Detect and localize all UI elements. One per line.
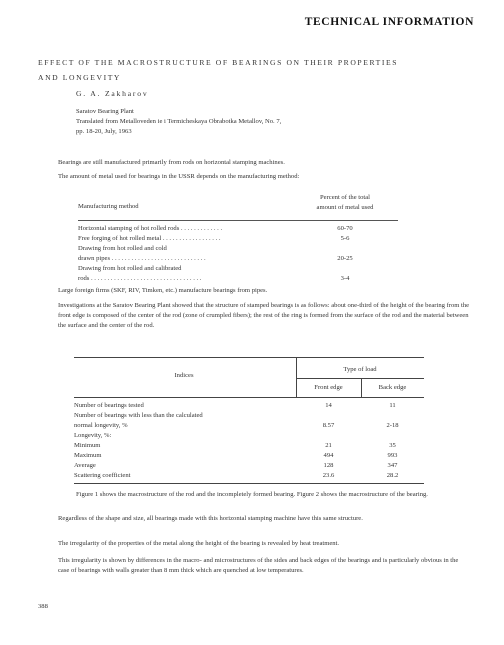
front-edge-value: 23.6 <box>322 472 335 479</box>
row-label: Horizontal stamping of hot rolled rods . . . . . . . . . . . . . <box>78 225 223 232</box>
column-header-line: Percent of the total <box>320 194 370 201</box>
row-value: 5-6 <box>340 235 350 242</box>
column-header: Manufacturing method <box>78 203 139 210</box>
table-row <box>78 264 398 274</box>
table-row <box>74 451 424 461</box>
row-label: Drawing from hot rolled and calibrated <box>78 265 182 272</box>
table-header <box>74 357 424 398</box>
table-row <box>74 471 424 481</box>
paragraph: The irregularity of the properties of the metal along the height of the bearing is revealed by heat treatment. <box>58 540 340 547</box>
table-row <box>78 254 398 264</box>
affiliation-line: Saratov Bearing Plant <box>76 108 134 115</box>
table-row <box>74 441 424 451</box>
column-header <box>292 193 398 213</box>
back-edge-value: 28.2 <box>386 472 399 479</box>
manufacturing-method-table <box>78 190 398 284</box>
table-divider <box>74 483 424 484</box>
table-header <box>78 190 398 221</box>
row-value: 3-4 <box>340 275 350 282</box>
paragraph: Large foreign firms (SKF, RIV, Timken, etc.) manufacture bearings from pipes. <box>58 287 268 294</box>
table-row <box>74 411 424 421</box>
back-edge-value: 347 <box>387 462 398 469</box>
row-label: Maximum <box>74 452 102 459</box>
table-row <box>74 431 424 441</box>
paragraph: The amount of metal used for bearings in the USSR depends on the manufacturing method: <box>58 173 300 180</box>
table-divider <box>296 378 424 379</box>
page-number: 388 <box>38 603 48 610</box>
row-label: Longevity, %: <box>74 432 112 439</box>
front-edge-value: 8.57 <box>322 422 335 429</box>
table-row <box>78 244 398 254</box>
author-name: G. A. Zakharov <box>76 89 149 98</box>
paragraph: Regardless of the shape and size, all bearings made with this horizontal stamping machine have this same structure. <box>58 515 363 522</box>
front-edge-value: 14 <box>325 402 332 409</box>
front-edge-value: 21 <box>325 442 332 449</box>
row-label: Number of bearings with less than the calculated <box>74 412 203 419</box>
table-row <box>74 421 424 431</box>
affiliation-block <box>76 107 281 137</box>
column-header: Type of load <box>343 366 377 373</box>
table-row <box>78 234 398 244</box>
paragraph: Figure 1 shows the macrostructure of the rod and the incompletely formed bearing. Figure 2 shows the macrostructure of the bearing. <box>76 491 428 498</box>
column-header: Front edge <box>314 384 343 391</box>
back-edge-value: 35 <box>389 442 396 449</box>
column-header-line: amount of metal used <box>316 204 374 211</box>
front-edge-value: 128 <box>323 462 334 469</box>
row-label: normal longevity, % <box>74 422 128 429</box>
section-header: TECHNICAL INFORMATION <box>304 16 474 28</box>
row-label: Scattering coefficient <box>74 472 131 479</box>
row-label: drawn pipes . . . . . . . . . . . . . . . . . . . . . . . . . . . . . <box>78 255 206 262</box>
row-value: 60-70 <box>337 225 353 232</box>
column-header: Indices <box>174 372 194 379</box>
table-row <box>78 274 398 284</box>
back-edge-value: 993 <box>387 452 398 459</box>
row-label: rods . . . . . . . . . . . . . . . . . . . . . . . . . . . . . . . . . . <box>78 275 202 282</box>
affiliation-line: Translated from Metalloveden ie i Termicheskaya Obrabotka Metallov, No. 7, <box>76 118 282 125</box>
title-line: AND LONGEVITY <box>38 73 122 82</box>
affiliation-line: pp. 18-20, July, 1963 <box>76 128 132 135</box>
column-header: Back edge <box>378 384 407 391</box>
table-row <box>74 461 424 471</box>
table-row <box>78 224 398 234</box>
paragraph: Investigations at the Saratov Bearing Plant showed that the structure of stamped bearings is as follows: about one-third of the height of the bearing from the front edge is composed of the center of the rod (zone of crumpled fibers); the rest of the ring is formed from the surface of the rod and the material between the surface and the center of the rod. <box>58 302 470 329</box>
row-label: Drawing from hot rolled and cold <box>78 245 167 252</box>
bearing-test-table <box>74 357 424 484</box>
article-title <box>38 55 458 85</box>
back-edge-value: 2-18 <box>386 422 399 429</box>
paragraph: Bearings are still manufactured primarily from rods on horizontal stamping machines. <box>58 159 285 166</box>
row-label: Minimum <box>74 442 101 449</box>
row-value: 20-25 <box>337 255 353 262</box>
row-label: Average <box>74 462 96 469</box>
row-label: Free forging of hot rolled metal . . . . . . . . . . . . . . . . . . <box>78 235 221 242</box>
row-label: Number of bearings tested <box>74 402 144 409</box>
table-row <box>74 401 424 411</box>
front-edge-value: 494 <box>323 452 334 459</box>
back-edge-value: 11 <box>389 402 396 409</box>
paragraph: This irregularity is shown by differences in the macro- and microstructures of the sides and back edges of the bearings and is particularly obvious in the case of bearings with walls greater than 8 mm thick which are quenched at low temperatures. <box>58 557 459 574</box>
title-line: EFFECT OF THE MACROSTRUCTURE OF BEARINGS ON THEIR PROPERTIES <box>38 58 399 67</box>
